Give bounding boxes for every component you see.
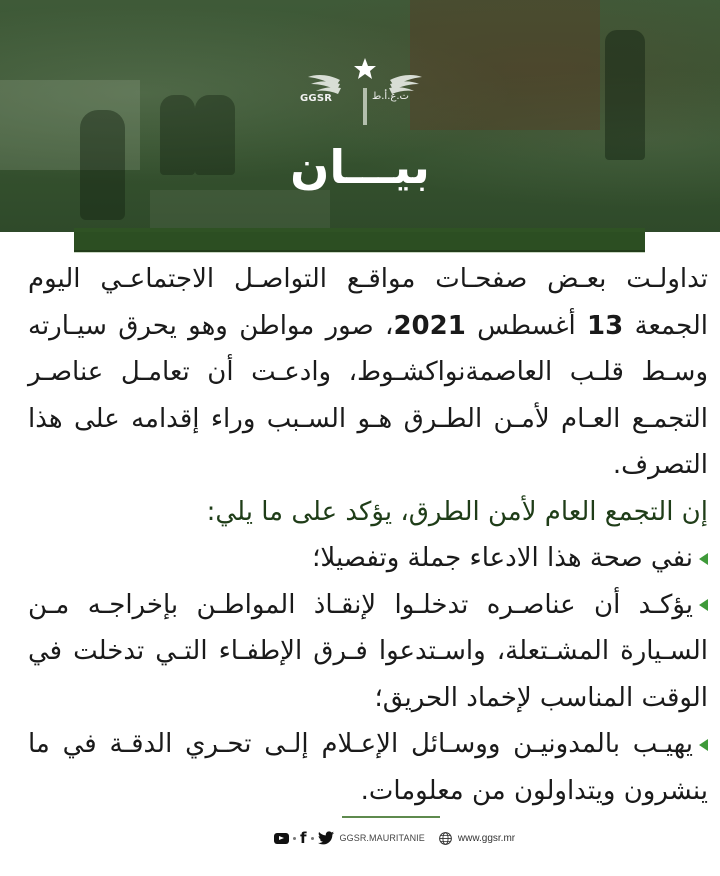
- footer-divider: [342, 816, 440, 818]
- website-link[interactable]: www.ggsr.mr: [457, 832, 516, 844]
- background-photo-car: [150, 190, 330, 230]
- social-handle[interactable]: GGSR.MAURITANIE: [339, 833, 425, 843]
- bullet-text: يؤكـد أن عناصـره تدخلـوا لإنقـاذ المواطـن بإخراجـه مـن السـيارة المشـتعلة، واسـتدعوا فـرق الإطفـاء التـي تدخلت في الوقت المناسب لإخماد الحريق؛: [28, 589, 708, 713]
- winged-crescent-star-icon: [300, 50, 430, 125]
- date-month: أغسطس: [477, 310, 576, 341]
- statement-body: [28, 256, 708, 814]
- intro-line: تداولـت بعـض صفحـات مواقـع التواصـل الاجتماعـي: [100, 264, 708, 294]
- green-triangle-bullet-icon: [699, 553, 708, 565]
- date-day: 13: [587, 310, 624, 341]
- page-title: بيـــان: [290, 140, 430, 194]
- intro-line: تعامـل عناصـر التجمـع العـام لأمـن الطـرق هـو السـبب: [28, 357, 709, 434]
- background-photo-building: [410, 0, 600, 130]
- youtube-icon[interactable]: [274, 833, 289, 844]
- header-banner: [0, 0, 720, 232]
- bullet-item: [28, 535, 708, 582]
- header-band: [74, 232, 645, 252]
- bullet-text: نفي صحة هذا الادعاء جملة وتفصيلا؛: [312, 543, 693, 573]
- separator-dot: [311, 837, 314, 840]
- intro-text: ، صور مواطن وهو يحرق: [118, 310, 394, 341]
- intro-line: وراء إقدامه على هذا التصرف.: [28, 403, 708, 480]
- intro-line: سيـارته وسـط قلـب العاصمةنواكشـوط، وادعـت أن: [28, 310, 709, 387]
- lead-sentence: إن التجمع العام لأمن الطرق، يؤكد على ما يلي:: [206, 496, 708, 527]
- facebook-icon[interactable]: f: [300, 828, 307, 847]
- footer-contacts: [274, 828, 515, 848]
- green-triangle-bullet-icon: [699, 599, 708, 611]
- intro-paragraph: [28, 256, 708, 489]
- logo-ggsr-label: GGSR: [300, 93, 333, 104]
- twitter-icon[interactable]: [318, 831, 334, 845]
- bullet-text: يهيـب بالمدونيـن ووسـائل الإعـلام إلـى تحـري الدقـة في ما ينشرون ويتداولون من معلومات.: [28, 729, 708, 806]
- intro-text: اليوم الجمعة: [28, 264, 709, 341]
- globe-icon: [439, 832, 452, 845]
- green-triangle-bullet-icon: [699, 739, 708, 751]
- bullet-item: [28, 582, 708, 722]
- date-year: 2021: [393, 310, 466, 341]
- separator-dot: [293, 837, 296, 840]
- bullet-item: [28, 721, 708, 814]
- logo-arabic-label: ت.ع.أ.ط: [372, 91, 409, 102]
